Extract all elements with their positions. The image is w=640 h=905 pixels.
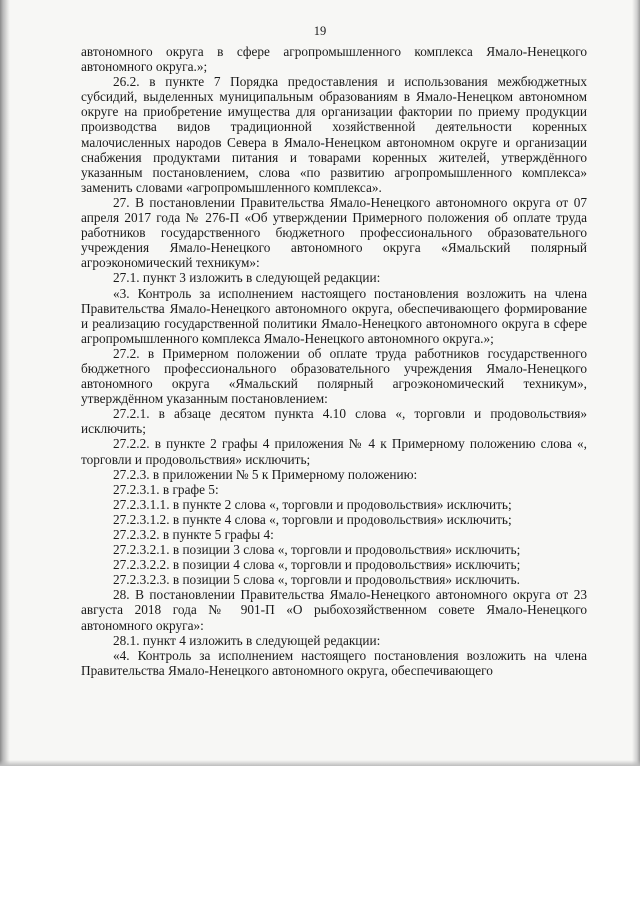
paragraph: 28. В постановлении Правительства Ямало-Ненецкого автономного округа от 23 августа 2018 года № 901-П «О рыбохозяйственном совете Ямало-Ненецкого автономного округа»:	[81, 587, 587, 633]
paragraph: 26.2. в пункте 7 Порядка предоставления и использования межбюджетных субсидий, выделенных муниципальным образованиям в Ямало-Ненецком автономном округе на приобретение имущества для организации фактории по приему продукции производства видов традиционной хозяйственной деятельности коренных малочисленных народов Севера в Ямало-Ненецком автономном округе и организации снабжения продуктами питания и товарами коренных жителей, утверждённого указанным постановлением, слова «по развитию агропромышленного комплекса» заменить словами «агропромышленного комплекса».	[81, 74, 587, 195]
paragraph: 28.1. пункт 4 изложить в следующей редакции:	[113, 632, 381, 648]
paragraph: «3. Контроль за исполнением настоящего постановления возложить на члена Правительства Ямало-Ненецкого автономного округа, обеспечивающего формирование и реализацию государственной политики Ямало-Ненецкого автономного округа в сфере агропромышленного комплекса Ямало-Ненецкого автономного округа.»;	[81, 285, 587, 346]
paragraph: 27.2. в Примерном положении об оплате труда работников государственного бюджетного профессионального образовательного учреждения Ямало-Ненецкого автономного округа «Ямальский полярный агроэкономический техникум», утверждённом указанным постановлением:	[81, 345, 587, 407]
paragraph: 27.2.3.1.1. в пункте 2 слова «, торговли и продовольствия» исключить;	[113, 496, 512, 512]
paragraph: 27.2.1. в абзаце десятом пункта 4.10 слова «, торговли и продовольствия» исключить;	[81, 406, 587, 437]
paragraph: «4. Контроль за исполнением настоящего постановления возложить на члена Правительства Ямало-Ненецкого автономного округа, обеспечивающего	[81, 647, 587, 678]
paragraph: 27.2.3.1. в графе 5:	[113, 481, 219, 497]
paragraph: 27.2.3.2.2. в позиции 4 слова «, торговли и продовольствия» исключить;	[113, 557, 521, 573]
scan-shadow-right	[632, 0, 640, 766]
paragraph: 27.2.3.2. в пункте 5 графы 4:	[113, 527, 274, 542]
document-body	[81, 44, 587, 678]
paragraph: 27.1. пункт 3 изложить в следующей редакции:	[113, 270, 381, 286]
paragraph: 27.2.2. в пункте 2 графы 4 приложения № 4 к Примерному положению слова «, торговли и продовольствия» исключить;	[81, 436, 587, 467]
paragraph: автономного округа в сфере агропромышленного комплекса Ямало-Ненецкого автономного округа.»;	[81, 44, 587, 75]
scan-shadow-bottom	[0, 760, 640, 766]
paragraph: 27.2.3.1.2. в пункте 4 слова «, торговли и продовольствия» исключить;	[113, 511, 512, 527]
paragraph: 27.2.3.2.3. в позиции 5 слова «, торговли и продовольствия» исключить.	[113, 572, 520, 588]
paragraph: 27. В постановлении Правительства Ямало-Ненецкого автономного округа от 07 апреля 2017 года № 276-П «Об утверждении Примерного положения об оплате труда работников государственного бюджетного профессионального образовательного учреждения Ямало-Ненецкого автономного округа «Ямальский полярный агроэкономический техникум»:	[81, 194, 587, 271]
paragraph: 27.2.3.2.1. в позиции 3 слова «, торговли и продовольствия» исключить;	[113, 542, 521, 558]
page-number: 19	[313, 24, 327, 38]
scan-shadow-left	[0, 0, 10, 766]
paragraph: 27.2.3. в приложении № 5 к Примерному положению:	[113, 466, 418, 482]
